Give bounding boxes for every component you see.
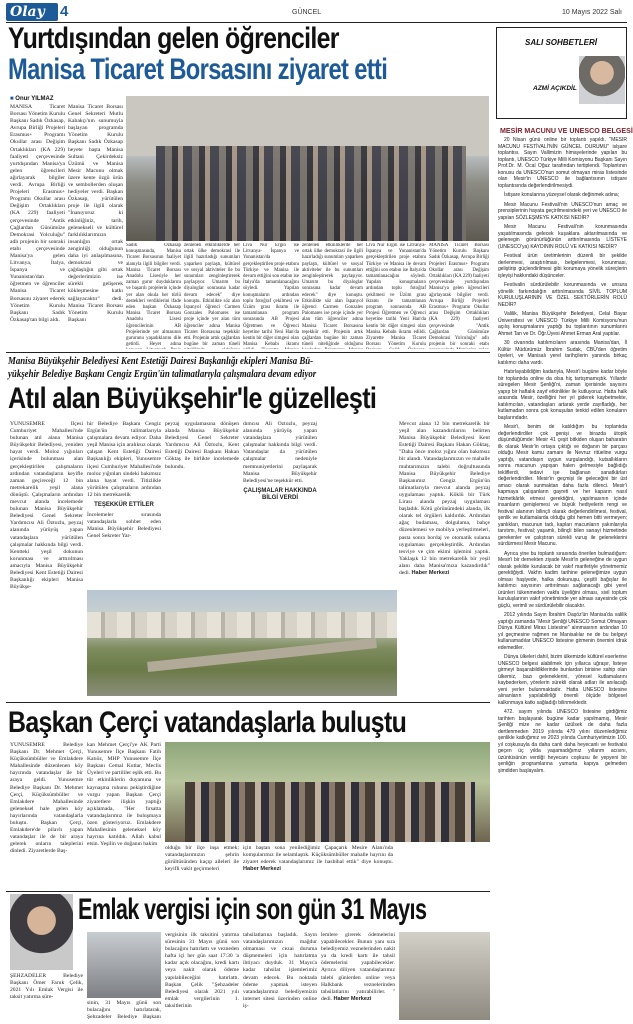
article1-col1: MANİSA Ticaret Borsası Yönetim Kurulu Başkanı Sadık Özkasap, Avrupa Birliği Projeleri Erasmus+ Programı Okullar arası Değişim Ortaklıkları (KA 229) faaliyeti çerçevesinde yurtdışından Manisa'ya gelen öğrencileri ağırlayarak bilgiler verdi. Avrupa Birliği Projeleri Erasmus+ Programı Okullar arası Değişim Ortaklıkları (KA 229) faaliyeti çerçevesinde "Antik Çağlardan Günümüze Demokrasi Yolculuğu" adlı projenin bir sonraki etabı çerçevesinde Manisa'ya gelen Litvanya, İtalya, İspanya ve Yunanistan'dan öğretmen ve öğrenciler Manisa Ticaret Borsasını ziyaret ederek Yönetim Kurulu Başkanı Sadık Özkasap'tan bilgi aldı. [10,104,65,323]
article4-col5 [321,932,395,1020]
article4-photo-2 [399,932,490,1020]
article1-title-line2: Manisa Ticaret Borsasını ziyaret etti [8,53,388,86]
article4-photo [87,932,161,998]
article4-col2: sinin, 31 Mayıs günü son bulacağını hatırlatarak, Şehzadeler Belediye Başkanı [87,1000,161,1020]
article2-col5-text: Mevcut alana 12 bin metrekarelik bir yeşil alan kazandırılarını belirten Manisa Büyükşehir Belediyesi Kent Estetiği Dairesi Başkanı Hakan Göktaş, "Daha önce moloz yığını olan bakımsız bir alandı. Vatandaşlarımızın ve mahalle muhtarımızın talebi doğrultusunda Manisa Büyükşehir Belediye Başkanımız Cengiz Ergün'ün talimatlarıyla mevcut alanda peyzaj uygulaması yaptık. Köklü bir Türk Lirası alanda peyzaj uygulaması başladık. Kötü görünümdeki alanda, ilk olarak tel örgüleri kaldırdık. Ardından ağaç budaması, dolgulama, bahçe düzenlemesi ve mobilya yerleştirmeleri, pasta sonra bordaj ve otomatik sulama uygulaması gerçekleştirdik. Ardından tesviye ve çim ekimi işlemini yaptık. Yaklaşık 12 bin metrekarelik bir yeşil alanı daha Manisa'mıza kazandırdık" dedi. [399,421,490,576]
article1-col3: Sadık Özkasap konuşmasında, Manisa Ticaret Borsasının faaliyet alanıyla ilgili bilgiler verdi. Manisa Ticaret Borsası Anadolu Lisesiyle her zaman gurur duyduklarını ve başarılı projelerin içinde yer alan okula her türlü destekleri verdiklerini ifade eden başkan Özkasap Manisa Ticaret Borsası Anadolu Lisesi öğrencilerinin AB Projelerinde yer almasının gururunu yaşadıklarını dile getirdi. Heyet adına [126,243,181,348]
article1-bottom-rule [6,352,490,353]
article2-kicker-line2: yükşehir Belediye Başkanı Cengiz Ergün'ün talimatlarıyla çalışmalara devam ediyor [8,369,317,380]
article1-col6 [302,243,363,349]
article1-col8 [429,243,489,349]
column-paragraph: Mesir Macunu Festivali'nin korunmasında yaşatılmasında gelecek kuşaklara aktarılmasında ve gelenegin görünürlüğünün arttırılmasında LİSTEYE (UNESCO'ya) KAYDININ ROLÜ VE KATKISI NEDİR? [498,224,627,250]
article1-col5: Liva Nur Ergin ise Litvanya- İspanya ve Yunanistan'da gerçekleştirilen proje etabını Türkiye ve Manisa ile devam ettiğini son etabın ise İtalya'da tamamlanacağını söyledi. Yapılan konuşmaların ardından toplu fotoğraf çekilmesi ve Üzüm grası ikramı ile tamamlanan program sonrasında AB Projesi Öğretmen ve Öğrenci heyetine tarihi Yeni Han'da kentin bir diğer simgesi olan Manisa Kebabı ikramı [243,243,299,348]
article3-col4 [243,845,393,888]
article2-col1: YUNUSEMRE İlçesi Cumhuriyet Mahallesi'nde bulunan atıl alana Manisa Büyükşehir Belediyesi, yeniden hayat verdi. Moloz yığınları içerisinde bulunması alan gerçekleştirilen çalışmaların ardından vatandaşların keyifle zaman geçireceği 12 bin metrekarelik yeşil alana dönüştü. Çalışmaların ardından mevcut alanda incelemede bulunan Manisa Büyükşehir Belediyesi Genel Sekreter Yardımcısı Ali Öztozlu, peyzaj alanında yürüyüş yapan vatandaşlara yürütülen çalışmalar hakkında bilgi verdi. Kentteki yeşil dokunun korunması ve arttırılması amacıyla Manisa Büyükşehir Belediyesi Kent Estetiği Dairesi Başkanlığı ekipleri Manisa Büyükşe- [10,421,83,591]
column-author: AZMİ AÇIKDİL [533,85,577,92]
column-paragraph: Festivalin sürdürülebilir korunmasında ve unsura yönelik farkındalığın arttırılmasında SİVİL TOPLUM KURULUŞLARININ VE ÖZEL SEKTÖRLERİN ROLÜ NEDİR? [498,282,627,308]
page-number: 4 [60,3,69,20]
article4-col1: ŞEHZADELER Belediye Başkanı Ömer Faruk Çelik, 2021 Yılı Emlak Vergisi ile taksit yatırma süre- [10,973,83,1001]
article2-park-photo [87,590,397,696]
article3-bottom-rule [6,891,490,892]
column-header: SALI SOHBETLERİ [525,38,598,47]
column-paragraph: Ayrıca yine bu toplantı sırasında önerilen bulmadığum: Mesir'i bir dernekten ziyade Mesir'in geleneğine de uygun olarak şekilde kurulacak bir vakıf marifetiyle yönetmemiz gerektiğiydi. Vakfın kadim tarihine geleneğimize uygun olması haşiyede, halka dokunuşu, çeşitli bağışlar ile katılımcı sayısının arttırılması sağlanacağı gibi yerel ürünleri tükenmeden vakfa üyeliğini olması, sivil toplum kuruluşlarının vakıf yönetiminde yer alması sayesinde çok güçlü, verimli ve sürdürülebilir olacaktır. [498,550,627,609]
article3-photo [165,742,490,842]
article2-col2-text2: İncelemeler sırasında vatandaşlarla sohbet eden Manisa Büyükşehir Belediyesi Genel Sekreter Yar- [87,512,161,540]
column-author-photo [579,56,625,104]
article4-portrait-photo [10,894,73,970]
article2-col3: peyzaj uygulamasına dönüşen alanda Manisa Büyükşehir Belediyesi Genel Sekreter Yardımcısı Ali Öztozlu, Kent Estetiği Dairesi Başkanı Hakan Göktaş ile birlikte incelemede bulundu. [165,421,239,470]
article3-signature: Haber Merkezi [243,866,281,873]
column-header-box [496,27,627,119]
article2-signature: Haber Merkezi [411,569,450,576]
column-paragraph: Mesir'i, benim de katıldığım bu toplantıda değerlendirdiler çok genişi ve birazda ütopik düşündüğümde: Mesir 41 çeşit bitkiden oluşan baharatın ilk olarak Mesir'in ortaya çıktığı ve doğanın bir parçası olduğu Mesir kamu zamanı ile Nevruz ritüeline vurgu yaptığı, vatandaşın uygun vurgulandığı, kutsallıkların sonra macunun yapışan halen gelmesiyle bağlıdığı tekliflerdi, tedavi işe bağlanan sanatkârları değerlendirdiler. Mesir'in geçmişi ile geleceğini bir üst amacı olarak sunmaktan daha fazla dilenci. Mesir'i kapmaya çalışanların gayreti ve her kaparın nasıl hizmetkârlık etmesi gerektiğini, yapılmasının içinde insanların genişlemesi ve büyük hediyelerin rengi ve festival alanının bilinçli olarak değerlendirilmesi, festival, şenlik ve kutlamalarda olduğu gibi hemen bitti vermeyen; yanlıkları, macunun tadı, kapları macunların yakınlarıyla tanıtımı, festival; yaşamlı, bilinçli bilen sanayi hizmetinde gerekenler ve çalıştıran sürekli vuruş ile geleneklerini sürdürmesi Mesir Macunu. [498,424,627,547]
column-paragraph: İstişare konularına yüzeysel olarak değinmek adına; [504,192,620,198]
article1-author-name: Onur YILMAZ [15,96,54,102]
column-paragraph: 472. sayım yılında UNESCO listesine girdiğimiz tarihten başlayarak bugüne kadar yapılmamış, Mesir Şenliği mize ne kadar üzülsek de daha fazla dertlenmeden 2019 yılında 479 yılını düzenlediğimiz şenlikle katkığımız ve 2023 yılında Cumhuriyetimizin 100. yıl coşkusuyla da daha canlı daha heyecanlı ve festivalsi geçen üç yılda yaşamadığımız yıllarım acısını, üzüntüsünün verdiği heyecanı coşkusu ile yepyeni bir şenliğin programlarına yumurta kapıya gelmeden şimdiden başlayalım. [498,709,627,774]
photo-path [147,638,377,672]
article1-group-photo [126,96,489,241]
section-label: GÜNCEL [292,9,322,16]
article1-col4: zenlenen etkinliklerde her ortak ülke demokrasi ile ilgili hazırladığı sunumları yaparken paylaştı, kültürel ve sosyal aktiviteler ile bu sunumları zenginleştirerek paylaşıyor. Umarım bu diyaloglar sonrasına kadar devam edecek" diye konuştu. Etkinlikte söz alan İspanyol öğrenci Carmen Gonzales Palomares ise proje içinde yer alan tüm öğrenciler adına Manisa Ticaret Borsasına teşekkür etti. Projenin artık çağlardan bugüne bir zaman tüneli [184,243,240,348]
issue-date: 10 Mayıs 2022 Salı [562,9,622,16]
article3-col4-text: için baştan sona yenilediğimiz Çapaçarık Mesire Alanı'nda komşularımız ile selamlaştık. Küçüksümbüller mahalle hayrını da ziyaret ederek vatandaşlarımız ile hasbihal ettik" diye konuştu. [243,845,393,866]
article2-subhead1: TEŞEKKÜR ETTİLER [94,502,154,509]
article2-subhead2: ÇALIŞMALAR HAKKINDA BİLGİ VERDİ [243,487,317,501]
article1-title-line1: Yurtdışından gelen öğrenciler [8,22,339,55]
column-paragraph: Hatırlayabildiğim kadarıyla, Mesir'i bugüne kadar böyle bir toplantıda online da olsa hiç tartışmamıştık. Yıllardır süregelen Mesir Şenliği'ni, zaman içerisinde sayısını yapıp bir haftalık zayıf etkinlikler ile kutluyoruz. Hatta halk arasında Mesir, özelliğini her yıl giderek kaybetmekte, katılımcıları, vatandaşları artarak yerde zayıfladığı, her kutlamadan sonra çok konuşulan tenkid edilen konuların başlarındadır. [498,369,627,421]
article1-col7 [366,243,426,349]
article3-title: Başkan Çerçi vatandaşlarla buluştu [8,706,407,739]
column-paragraph: Festival ürün üretimlerinin düzenli bir şekilde derlenmesi, araştırılması, belgelenmesi, korunması, geliştirip güçlendirilmesi gibi korumaya yönelik süreçlerin işleyişi hakkındaki düşünceler. [498,253,627,279]
article2-col4-text: dımcısı Ali Öztozlu, peyzaj alanında yürüyüş yapan vatandaşlara yürütülen çalışmalar hakkında bilgi verdi. Vatandaşlar da yürütülen çalışmalar nedeniyle memnuniyetlerini paylaşarak Manisa Büyükşehir Belediyesi'ne teşekkür etti. [243,421,317,484]
article4-col4: tahsilatlarına başladık. Sayın vatandaşlarımızın mağdur olmaması ve cezai duruma düşmemeleri için hatırlatma ihtiyacı duyduk. 31 Mayıs'a kadar tahsilat işlemlerimiz devam edecek. Bu noktada ödeme yapmak isteyen vatandaşlarımız belediyemizin internet sitesi üzerinden online iş- [243,932,317,1009]
article2-col2 [87,421,161,589]
column-paragraph: 30 civarında katılımcıların arasında Manisa'dan, İl Kültür Müdürümüz İbrahim Sudak, CBÜ'den öğretim üyeleri, ve Manisalı yerel tarihçilerin yanında birkaç katılımcı daha vardı. [498,340,627,366]
article4-col3: vergisinin ilk taksitini yatırma süresinin 31 Mayıs günü son bulacağını hatırlattı ve vezneden hafta içi her gün saat 17:30 'a kadar açık olacağını, kredi kartı veya nakit olarak ödeme yapılabileceğini hatırlattı. Başkan Çelik "Şehzadeler Belediyesi olarak 2021 yılı emlak vergilerinin 1. taksitlerinin [165,932,239,1009]
column-paragraph: Valilik, Manisa Büyükşehir Belediyesi, Celal Bayar Üniversitesi ve UNESCO Türkiye Milli Komisyonu'nun açılış konuşmalarını yaptığı bu toplantının sunumlarını Ahmet Tan ve Dr. Öğr.Üyesi Ahmet Erman Aral yaptılar. [498,311,627,337]
article3-col3: olduğu bir ilçe inşa etmek; vatandaşlarımızın şehrin gürültüsünden kaçıp aileleri ile keyifli vakit geçirmeleri [165,845,239,873]
article2-kicker-line1: Manisa Büyükşehir Belediyesi Kent Estetiği Dairesi Başkanlığı ekipleri Manisa Bü- [8,356,314,367]
article4-title: Emlak vergisi için son gün 31 Mayıs [78,893,427,926]
article2-col4 [243,421,317,589]
article2-title: Atıl alan Büyükşehir'le güzelleşti [8,382,377,415]
article3-col2: kan Mehmet Çerçi'ye AK Parti Yunusemre İlçe Başkanı Fatih Katıöz, MHP Yunusemre İlçe Başkanı Cemal Kutlar, Meclis Üyeleri ve partililer eşlik etti. Bu tür etkinliklerin duyamına ve kaynaşma ruhunu pekiştirdiğine vurgu yapan Başkan Çerçi ziyaretlere ilişkin yaptığı açıklamada, "Her fırsatta vatandaşlarımız ile buluşmaya özen gösteriyoruz. Emlakdere Mahallesinin geleneksel köy hayrına katıldık. Allah kabul etsin. Yeşilin ve doğanın hakim [87,742,161,848]
photo-buildings [87,612,397,638]
masthead-logo [6,3,58,21]
article1-col8-text: MANİSA Ticaret Borsası Yönetim Kurulu Başkanı Sadık Özkasap, Avrupa Birliği Projeleri Erasmus+ Programı Okullar arası Değişim Ortaklıkları (KA 229) faaliyeti çerçevesinde yurtdışından Manisa'ya gelen öğrencileri ağırlayarak bilgiler verdi. Avrupa Birliği Projeleri Erasmus+ Programı Okullar arası Değişim Ortaklıkları (KA 229) faaliyeti çerçevesinde "Antik Çağlardan Günümüze Demokrasi Yolculuğu" adlı projenin bir sonraki etabı [429,243,489,348]
column-paragraph: 2012 yılında Sayın İbrahim Daşöz'ün Manisa'da valilik yaptığı zamanda "Mesir Şenliği UNESCO Somut Olmayan Dünya Kültürel Miras Listesine" alınmasının ardından 10 yıl geçmesine rağmen ne Manisalılar ne de bu belgeyi kullanamadılar UNESCO listesine girmenin önemini idrak edemediler. [498,612,627,651]
article4-col5-text: lemlere girerek ödemelerini yapabilecekler. Bunun yanı sıra belediyemiz veznelerinden nakit ya da kredi kartı ile tahsil ödemelerini yapabilecekler. Ayrıca diliyen vatandaşlarımız talebi günlerden online veya Halkbank veznelerinden tahsilatlarını yatırabilirler. " dedi. [321,932,395,1002]
column-paragraph: 20 Nisan günü online bir toplantı yapıldı. "MESİR MACUNU FESTİVALİ'NİN GÜNCEL DURUMU" islşare toplantısı. Sayın Vallimizin himayelerinde yapılan bu toplantı, UNESCO Türkiye Milli Komisyonu Başkanı Sayın Prof.Dr. M. Öcal Oğuz tarafından tertiplendi. Toplantının konusu da UNESCO'nun somut olmayan miras listesinde olan Mesir'in UNESCO ile bağlantısının istişare toplantısında değerlendirilmesiydi. [498,137,627,189]
article2-col2-text: hir Belediye Başkanı Cengiz Ergün'ün talimatlarıyla çalışmalara devam ediyor. Daha yeşil Manisa için aralıksız olarak çalışan Kent Estetiği Dairesi Başkanlığı ekipleri, Yunusemre ilçesi Cumhuriyet Mahallesi'nde moloz yığınları sindeki bakımsız alana hayat verdi. Titizlikle yürütülen çalışmaların ardından 12 bin metrekarelik [87,421,161,498]
photo-people [156,146,466,241]
column-title: MESİR MACUNU VE UNESCO BELGESİ [500,127,633,135]
article2-bottom-rule [6,702,490,703]
photo-crowd [185,782,475,842]
article1-col6-text: zenlenen etkinliklerde her ortak ülke demokrasi ile ilgili hazırladığı sunumları yaparken paylaştı, kültürel ve sosyal aktiviteler ile bu sunumları zenginleştirerek paylaşıyor. Umarım bu diyaloglar sonrasına kadar devam edecek" diye konuştu. Etkinlikte söz alan İspanyol öğrenci Carmen Gonzales Palomares ise proje içinde yer alan tüm öğrenciler adına Manisa Ticaret Borsasına teşekkür etti. Projenin artık çağlardan bugüne bir zaman tüneli niteliğinde olduğunu [302,243,363,348]
article2-col5 [399,421,490,696]
column-paragraph: Dünya ülkeleri dahil, bizim ülkemizde kültürel eserlerine UNESCO belgesi alabilmek için yıllarca uğraşır, listeye girmeyi başarabildiklerinde bunlardan birisine sahip olan ülkemiz, bazı geleneklerini, yöresel kutlamalarını kaybederken, yörelerin sürekli olarak adları ile anılacağı yeni yerler bulunmaktadır. Hatta UNESCO listesine alınanların yapılabilirliği önemli ölçüde bölgesel kalkınmaya katkı sağladığı bilinmektedir. [498,654,627,706]
article4-signature: Haber Merkezi [333,995,372,1002]
article1-col2: Manisa Ticaret Borsası Genel Sekreteri Mutlu Kabakçı'nın sunumuyla başlayan programda Yönetim Kurulu Başkanı Sadık Özkasap heyete başta Manisa Sultani Çekirdeksiz Üzümü ve Manisa Mesir Macunu olmak üzere kente özgü ürün ve sembollerden oluşan hediyeler verdi. Başkan Özkasap, yürütülen proje ile ilgili olarak "İnanıyoruz ki etkinliğiniz, tarih, gelenekseli ve kültürel farklılıklarımızın insanlığın ortak zenginliği olduğunun daha iyi anlaşılmasına, demokrasi ve çağdaşlığın gibi ortak değerlerimizin ise sürekli gelişerek kökleşmesine katkı sağlayacaktır" dedi. Manisa Ticaret Borsası Yönetim Kurulu Başkanı [68,104,123,323]
column-body [498,137,627,1019]
article1-col7-text: Liva Nur Ergin ise Litvanya- İspanya ve Yunanistan'da gerçekleştirilen proje etabını Türkiye ve Manisa ile devam ettiğini son etabın ise İtalya'da tamamlanacağını söyledi. Yapılan konuşmaların ardından toplu fotoğraf çekilmesi ve Üzüm grası ikramı ile tamamlanan program sonrasında AB Projesi Öğretmen ve Öğrenci heyetine tarihi Yeni Han'da kentin bir diğer simgesi olan Manisa Kebabı ikramı edildi. Ziyarette Manisa Ticaret Borsası Yönetim Kurulu [366,243,426,348]
article3-col1: YUNUSEMRE Belediye Başkanı Dr. Mehmet Çerçi, Küçüksümbüller ve Emlakdere Mahallesinde düzenlenen köy hayırında vatandaşlar ile bir araya geldi. Yunusemre Belediye Başkanı Dr. Mehmet Çerçi, Küçüksümbüller ve Emlakdere Mahallesinde geleneksel hale gelen köy hayırlarında vatandaşlarla buluştu. Başkan Çerçi, Emlakdere'de pilavlı yapan vatandaşlar ile de bir araya gelerek onların taleplerini dinledi. Ziyaretlerde Baş- [10,742,83,855]
article1-author [10,96,54,102]
author-bullet-icon: ■ [10,96,14,102]
logo-text: Olay [10,4,45,20]
column-paragraph: Mesir Macunu Festivali'nin UNESCO'nun amaç ve prensiplerinin hayata geçirilmesindeki yeri ve UNESCO ile yapılan SÖZLEŞMEYE KATKISI NEDİR? [498,201,627,221]
